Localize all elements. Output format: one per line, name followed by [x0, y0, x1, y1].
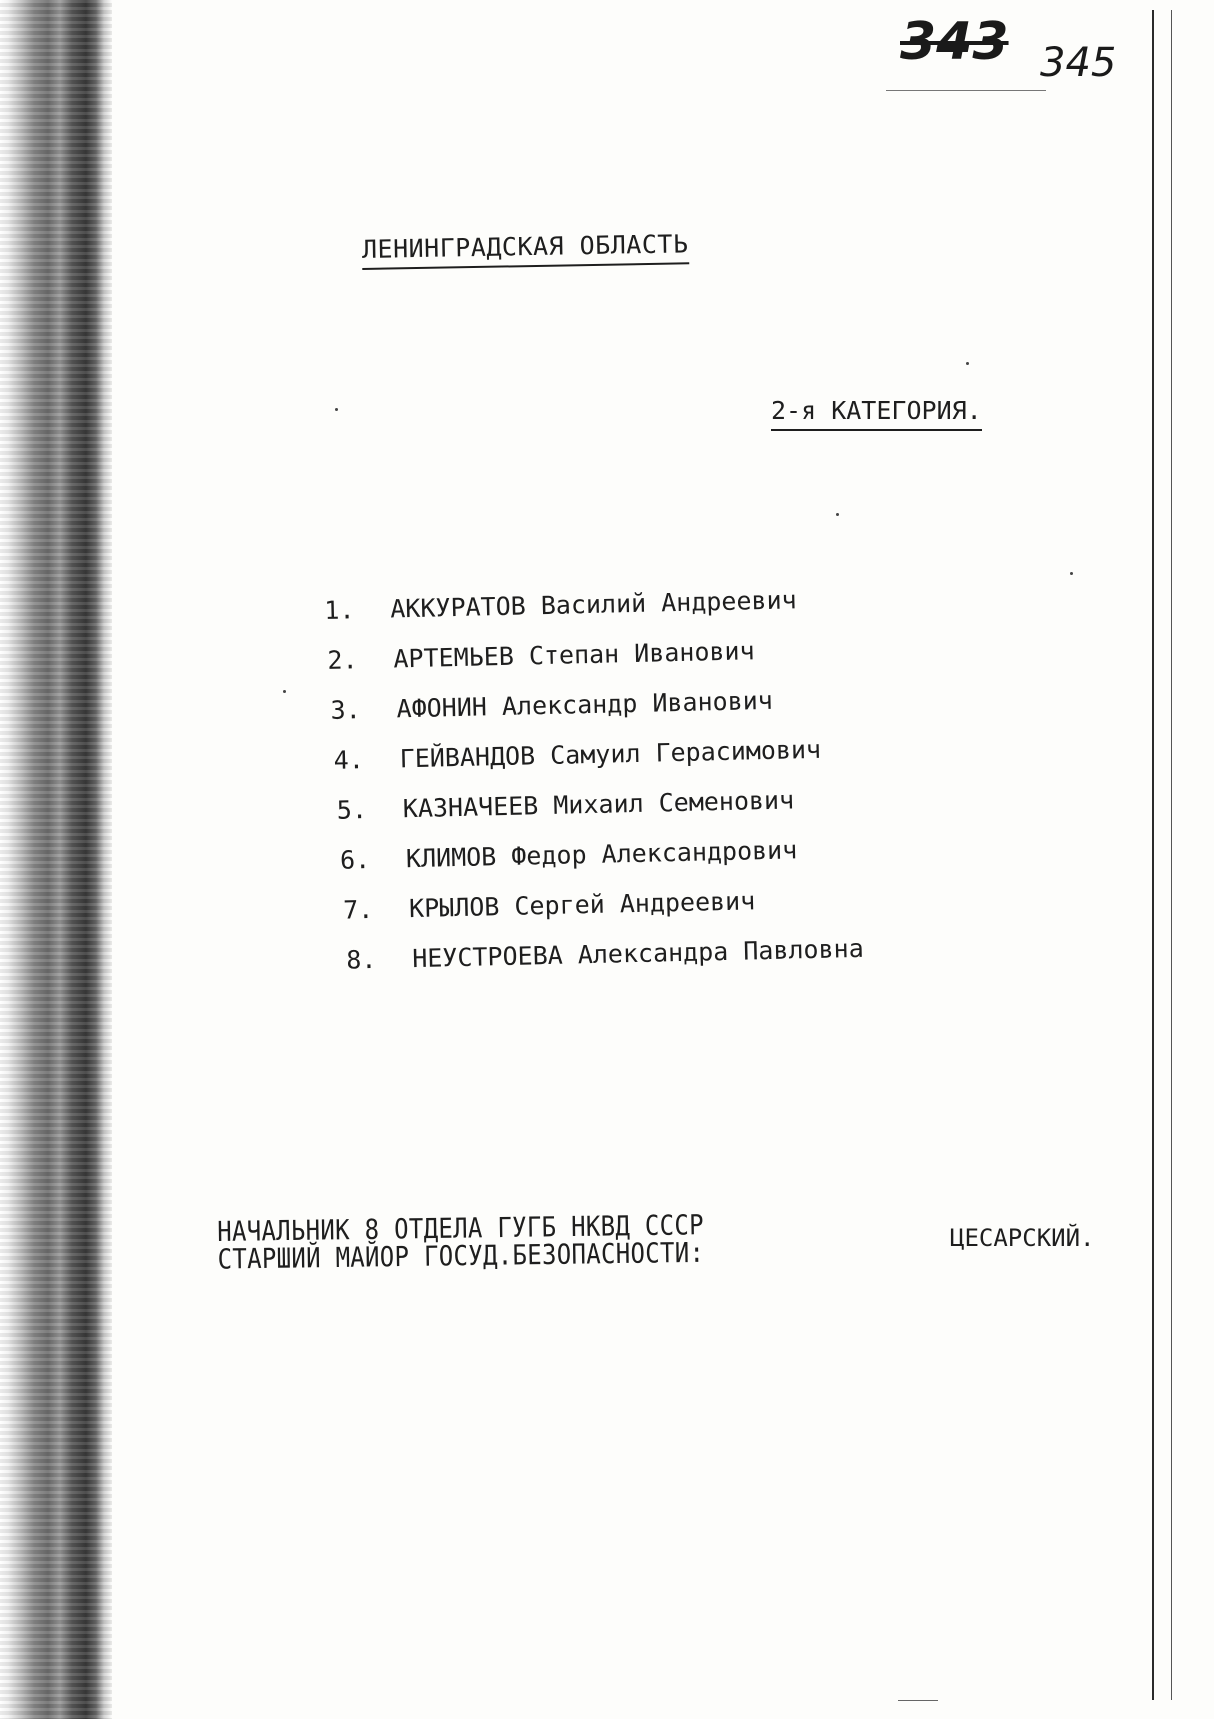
- scan-edge-line: [1171, 10, 1172, 1700]
- person-name: КРЫЛОВ Сергей Андреевич: [408, 886, 756, 924]
- category-heading: 2-я КАТЕГОРИЯ.: [771, 396, 982, 431]
- signature-rank-line: СТАРШИЙ МАЙОР ГОСУД.БЕЗОПАСНОСТИ:: [217, 1236, 705, 1276]
- folio-number-old: 343: [900, 12, 1009, 72]
- scan-edge-line: [1152, 10, 1154, 1700]
- person-name: НЕУСТРОЕВА Александра Павловна: [411, 933, 865, 974]
- region-heading: ЛЕНИНГРАДСКАЯ ОБЛАСТЬ: [362, 229, 689, 270]
- scan-speck: [966, 362, 969, 365]
- list-item: [332, 934, 865, 996]
- scan-speck: [1070, 572, 1073, 575]
- item-number: 1.: [324, 595, 355, 625]
- item-number: 7.: [342, 894, 374, 925]
- item-number: 3.: [330, 695, 362, 725]
- scan-mark: [898, 1700, 938, 1701]
- person-name: КЛИМОВ Федор Александрович: [405, 835, 798, 874]
- item-number: 4.: [333, 745, 365, 775]
- item-number: 8.: [345, 944, 377, 975]
- signature-title-line: НАЧАЛЬНИК 8 ОТДЕЛА ГУГБ НКВД СССР: [216, 1208, 705, 1248]
- persons-list: [324, 584, 864, 996]
- signature-name: ЦЕСАРСКИЙ.: [950, 1224, 1095, 1252]
- person-name: АФОНИН Александр Иванович: [396, 685, 774, 724]
- item-number: 5.: [336, 795, 368, 825]
- person-name: КАЗНАЧЕЕВ Михаил Семенович: [402, 785, 795, 824]
- scan-speck: [836, 513, 839, 516]
- folio-underline: [886, 90, 1046, 91]
- person-name: АРТЕМЬЕВ Степан Иванович: [393, 636, 755, 674]
- person-name: ГЕЙВАНДОВ Самуил Герасимович: [399, 734, 822, 774]
- signature-title-block: [216, 1208, 705, 1276]
- scan-speck: [335, 408, 338, 411]
- scan-speck: [283, 690, 286, 693]
- item-number: 2.: [327, 645, 358, 675]
- item-number: 6.: [339, 845, 371, 875]
- folio-number: 345: [1040, 40, 1117, 86]
- person-name: АККУРАТОВ Василий Андреевич: [389, 585, 797, 624]
- scan-binding-edge: [0, 0, 112, 1719]
